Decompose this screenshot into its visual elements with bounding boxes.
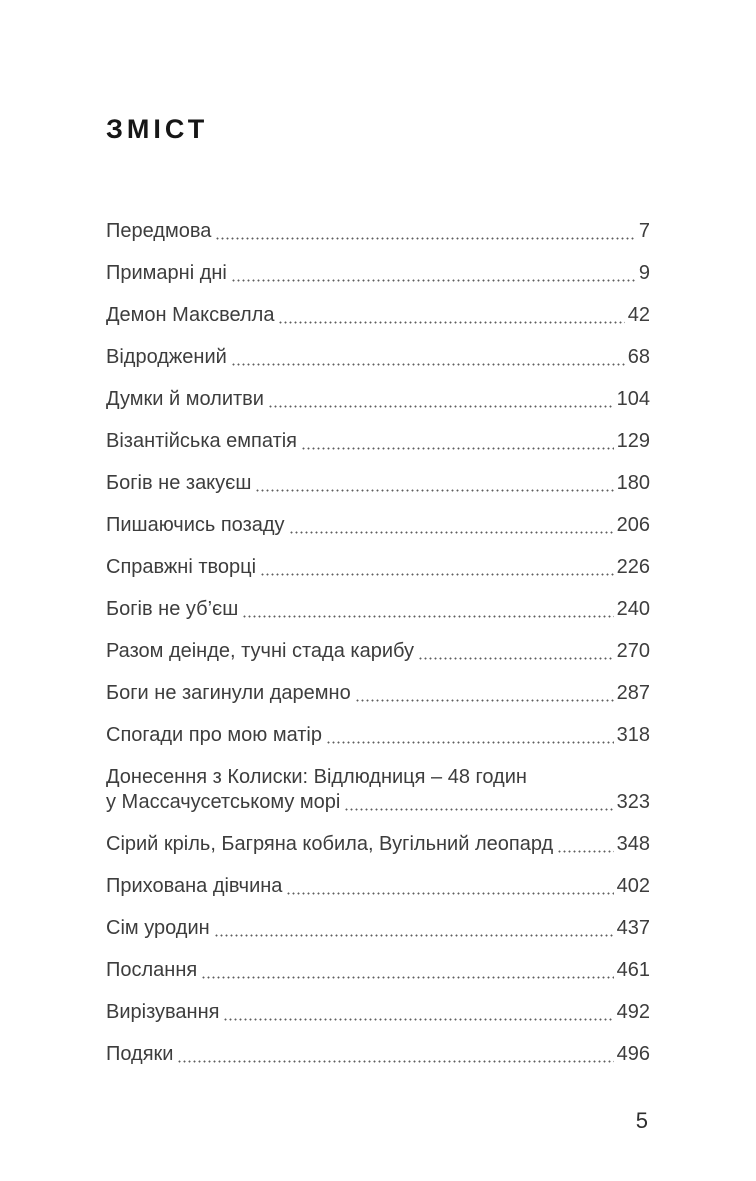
toc-entry [106,597,650,622]
toc-entry [106,916,650,941]
toc-entry [106,387,650,412]
toc-entry-page: 226 [616,556,650,578]
toc-entry-page: 129 [616,430,650,452]
dot-leader [326,741,614,744]
toc-entry [106,219,650,244]
toc-entry-title: Сірий кріль, Багряна кобила, Вугільний леопард [106,833,554,855]
toc-entry [106,1000,650,1025]
toc-entry [106,958,650,983]
dot-leader [268,405,614,408]
toc-entry-title: Богів не уб’єш [106,598,239,620]
toc-entry [106,639,650,664]
toc-entry-title: Разом деінде, тучні стада карибу [106,640,415,662]
dot-leader [231,363,625,366]
dot-leader [242,615,613,618]
dot-leader [344,808,613,811]
toc-entry-page: 492 [616,1001,650,1023]
page-number: 5 [635,1108,648,1133]
toc-entry-page: 323 [616,791,650,813]
toc-entry-title: Пишаючись позаду [106,514,285,536]
toc-entry-title: Примарні дні [106,262,227,284]
toc-entry-title: Послання [106,959,198,981]
dot-leader [289,531,614,534]
toc-entry-page: 348 [616,833,650,855]
toc-entry-page: 496 [616,1043,650,1065]
toc-entry-page: 318 [616,724,650,746]
toc-entry-page: 104 [616,388,650,410]
toc-entry-page: 7 [638,220,650,242]
dot-leader [418,657,614,660]
dot-leader [215,237,636,240]
dot-leader [557,850,613,853]
toc-entry-page: 68 [627,346,650,368]
toc-list [106,219,650,1084]
toc-entry-page: 9 [638,262,650,284]
toc-entry [106,1042,650,1067]
dot-leader [355,699,614,702]
toc-entry-title: Візантійська емпатія [106,430,298,452]
toc-entry [106,723,650,748]
dot-leader [286,892,613,895]
page-title: ЗМІСТ [106,114,209,144]
toc-entry [106,681,650,706]
toc-entry [106,303,650,328]
toc-entry-page: 287 [616,682,650,704]
toc-entry-title: Богів не закуєш [106,472,252,494]
dot-leader [223,1018,613,1021]
toc-entry-page: 180 [616,472,650,494]
toc-entry-title: Відроджений [106,346,227,368]
toc-entry [106,513,650,538]
toc-entry [106,765,650,815]
toc-entry-title: Вирізування [106,1001,220,1023]
dot-leader [260,573,614,576]
toc-entry-title: Боги не загинули даремно [106,682,351,704]
dot-leader [278,321,624,324]
toc-entry-page: 42 [627,304,650,326]
toc-entry [106,261,650,286]
toc-entry-title: Подяки [106,1043,174,1065]
dot-leader [201,976,613,979]
toc-entry [106,429,650,454]
dot-leader [214,934,614,937]
dot-leader [177,1060,613,1063]
dot-leader [231,279,636,282]
toc-entry-page: 240 [616,598,650,620]
dot-leader [301,447,614,450]
toc-entry-title: Справжні творці [106,556,257,578]
toc-entry [106,345,650,370]
toc-entry-title: Сім уродин [106,917,210,939]
toc-entry [106,874,650,899]
toc-entry-title: Прихована дівчина [106,875,283,897]
toc-entry-title: Спогади про мою матір [106,724,322,746]
toc-entry [106,555,650,580]
toc-entry-title: у Массачусетському морі [106,791,341,813]
toc-entry-page: 402 [616,875,650,897]
toc-entry-title: Передмова [106,220,212,242]
toc-entry [106,471,650,496]
toc-entry-page: 206 [616,514,650,536]
toc-entry [106,832,650,857]
toc-entry-page: 461 [616,959,650,981]
toc-entry-page: 437 [616,917,650,939]
toc-entry-title: Думки й молитви [106,388,264,410]
toc-entry-title: Донесення з Колиски: Відлюдниця – 48 годин [106,766,527,788]
toc-entry-title: Демон Максвелла [106,304,275,326]
dot-leader [255,489,613,492]
toc-entry-page: 270 [616,640,650,662]
